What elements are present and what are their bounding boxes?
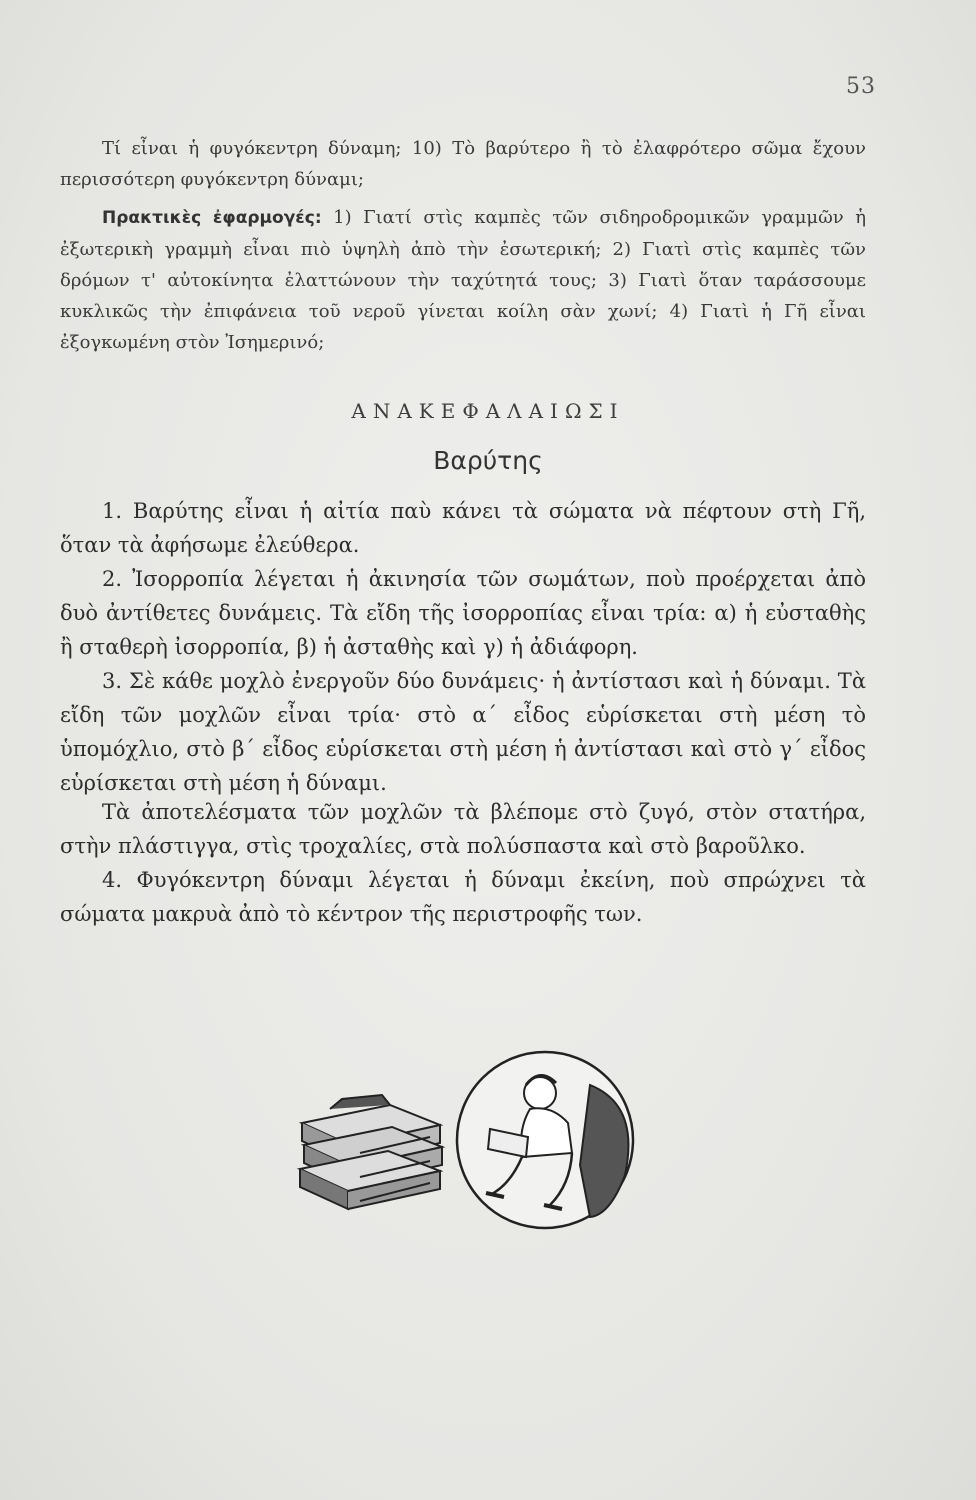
summary-paragraph-1: 1. Βαρύτης εἶναι ἡ αἰτία παὺ κάνει τὰ σώματα νὰ πέφτουν στὴ Γῆ, ὅταν τὰ ἀφήσωμε ἐλεύθερα. bbox=[60, 499, 866, 557]
summary-paragraph-3: 3. Σὲ κάθε μοχλὸ ἐνεργοῦν δύο δυνάμεις· ἡ ἀντίστασι καὶ ἡ δύναμι. Τὰ εἴδη τῶν μοχλῶν εἶναι τρία· στὸ α΄ εἶδος εὑρίσκεται στὴ μέση τὸ ὑπομόχλιο, στὸ β΄ εἶδος εὑρίσκεται στὴ μέση ἡ ἀντίστασι καὶ στὸ γ΄ εἶδος εὑρίσκεται στὴ μέση ἡ δύναμι. bbox=[60, 669, 866, 795]
summary-paragraph-2: 2. Ἰσορροπία λέγεται ἡ ἀκινησία τῶν σωμάτων, ποὺ προέρχεται ἀπὸ δυὸ ἀντίθετες δυνάμεις. Τὰ εἴδη τῆς ἰσορροπίας εἶναι τρία: α) ἡ εὐσταθὴς ἢ σταθερὴ ἰσορροπία, β) ἡ ἀσταθὴς καὶ γ) ἡ ἀδιάφορη. bbox=[60, 567, 866, 659]
decorative-illustration bbox=[290, 1045, 690, 1235]
page-number: 53 bbox=[846, 74, 876, 99]
reading-girl-icon bbox=[457, 1052, 633, 1228]
section-heading: ΑΝΑΚΕΦΑΛΑΙΩΣΙ bbox=[351, 399, 625, 423]
book-stack-icon bbox=[300, 1095, 442, 1209]
summary-paragraph-4: Τὰ ἀποτελέσματα τῶν μοχλῶν τὰ βλέπομε στὸ ζυγό, στὸν στατήρα, στὴν πλάστιγγα, στὶς τροχαλίες, στὰ πολύσπαστα καὶ στὸ βαροῦλκο. bbox=[60, 800, 866, 858]
review-question-10: Τί εἶναι ἡ φυγόκεντρη δύναμη; 10) Τὸ βαρύτερο ἢ τὸ ἐλαφρότερο σῶμα ἔχουν περισσότερη φυγόκεντρη δύναμι; bbox=[60, 138, 866, 190]
practical-applications-text: 1) Γιατί στὶς καμπὲς τῶν σιδηροδρομικῶν γραμμῶν ἡ ἐξωτερικὴ γραμμὴ εἶναι πιὸ ὑψηλὴ ἀπὸ τὴν ἐσωτερική; 2) Γιατὶ στὶς καμπὲς τῶν δρόμων τ' αὐτοκίνητα ἐλαττώνουν τὴν ταχύτητά τους; 3) Γιατὶ ὅταν ταράσσουμε κυκλικῶς τὴν ἐπιφάνεια τοῦ νεροῦ γίνεται κοίλη σὰν χωνί; 4) Γιατὶ ἡ Γῆ εἶναι ἐξογκωμένη στὸν Ἰσημερινό; bbox=[60, 207, 866, 353]
practical-applications bbox=[60, 202, 866, 358]
summary-paragraph-5: 4. Φυγόκεντρη δύναμι λέγεται ἡ δύναμι ἐκείνη, ποὺ σπρώχνει τὰ σώματα μακρυὰ ἀπὸ τὸ κέντρον τῆς περιστροφῆς των. bbox=[60, 868, 866, 926]
section-subheading: Βαρύτης bbox=[433, 446, 543, 475]
practical-applications-label: Πρακτικὲς ἐφαρμογές: bbox=[102, 208, 322, 228]
